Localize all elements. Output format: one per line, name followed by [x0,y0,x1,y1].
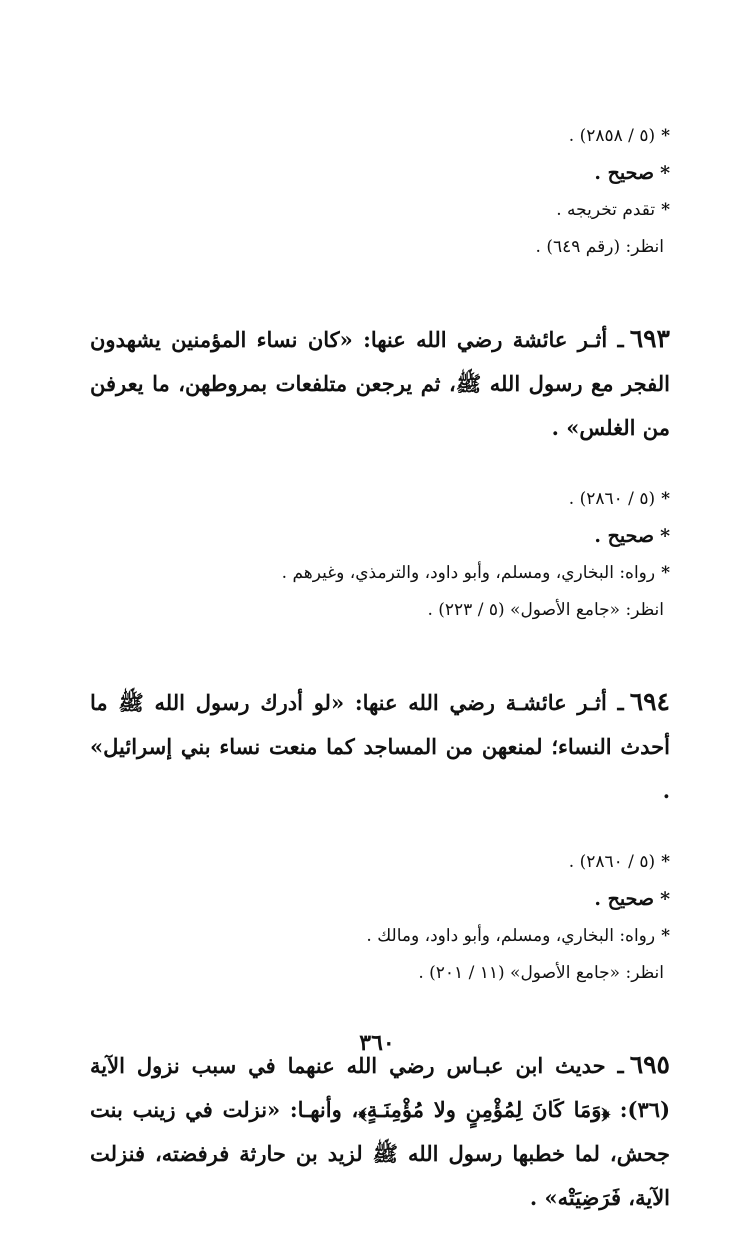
note-bullet: * [660,162,670,184]
note-bullet: * [661,489,670,509]
note-text: رواه: البخاري، ومسلم، وأبو داود، والترمذي، وغيرهم . [281,563,656,583]
entry-695 [90,1043,670,1220]
notes-block [90,118,670,266]
spacer [90,471,670,481]
entry-694 [90,680,670,992]
entry-text [90,680,670,813]
entry-number: ٦٩٤ [629,687,670,716]
note-bullet: * [660,888,670,910]
page-body [90,118,670,1241]
note-bullet: * [661,126,670,146]
grade-text: صحيح . [594,162,655,184]
note-line [90,192,670,229]
spacer [90,629,670,659]
grade-text: صحيح . [594,525,655,547]
entry-text [90,1043,670,1220]
entry-body: ـ أثـر عائشـة رضي الله عنها: «لو أدرك رسول الله ﷺ ما أحدث النساء؛ لمنعهن من المساجد كما منعت نساء بني إسرائيل» . [90,690,670,803]
entry-body: ـ أثـر عائشة رضي الله عنها: «كان نساء المؤمنين يشهدون الفجر مع رسول الله ﷺ، ثم يرجعن متلفعات بمروطهن، ما يعرفن من الغلس» . [90,327,670,440]
note-line [90,844,670,881]
page-number: ٣٦٠ [359,1030,395,1056]
note-line [90,118,670,155]
note-line [90,229,670,266]
grade-text: صحيح . [594,888,655,910]
spacer [90,266,670,296]
note-bullet: * [661,852,670,872]
note-line [90,881,670,918]
entry-text [90,317,670,450]
note-line [90,592,670,629]
spacer [90,834,670,844]
note-text: (٥ / ٢٨٦٠) . [568,852,656,872]
entry-body: ـ حديث ابن عبـاس رضي الله عنهما في سبب نزول الآية (٣٦): ﴿وَمَا كَانَ لِمُؤْمِنٍ ولا مُؤْمِنَـةٍ﴾، وأنهـا: «نزلت في زينب بنت جحش، لما خطبها رسول الله ﷺ لزيد بن حارثة فرفضته، فنزلت الآية، فَرَضِيَتْه» . [90,1053,670,1210]
spacer [90,992,670,1022]
note-bullet: * [660,525,670,547]
reference-text: انظر: «جامع الأصول» (٥ / ٢٢٣) . [427,600,664,620]
note-text: (٥ / ٢٨٦٠) . [568,489,656,509]
entry-number: ٦٩٥ [629,1050,670,1079]
note-bullet: * [661,926,670,946]
note-line [90,155,670,192]
note-text: تقدم تخريجه . [556,200,656,220]
entry-693 [90,317,670,629]
reference-text: انظر: «جامع الأصول» (١١ / ٢٠١) . [418,963,664,983]
note-text: (٥ / ٢٨٥٨) . [568,126,656,146]
note-line [90,555,670,592]
note-line [90,518,670,555]
note-line [90,481,670,518]
note-line [90,955,670,992]
reference-text: انظر: (رقم ٦٤٩) . [535,237,664,257]
note-bullet: * [661,563,670,583]
note-bullet: * [661,200,670,220]
entry-number: ٦٩٣ [629,324,670,353]
note-line [90,918,670,955]
note-text: رواه: البخاري، ومسلم، وأبو داود، ومالك . [366,926,656,946]
